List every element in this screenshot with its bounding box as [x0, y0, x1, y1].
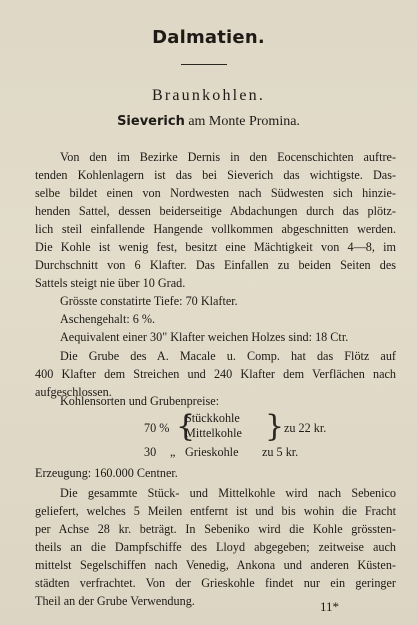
body-line: Sattels steigt nie über 10 Grad.	[35, 276, 186, 290]
page-title: Dalmatien.	[152, 27, 265, 48]
body-line: theils an die Dampfschiffe des Lloyd abgegeben; zeitweise auch	[35, 540, 396, 554]
body-line: selbe bildet einen von Nordwesten nach Südwesten sich hinzie-	[35, 186, 396, 200]
body-line: aufgeschlossen.	[35, 385, 112, 399]
body-line: geliefert, welches 5 Meilen entfernt ist und bis wohin die Fracht	[35, 504, 396, 518]
signature-mark: 11*	[320, 599, 340, 614]
body-line: Aschengehalt: 6 %.	[60, 312, 156, 326]
ditto-mark: „	[170, 445, 176, 459]
body-line: Aequivalent einer 30" Klafter weichen Holzes sind: 18 Ctr.	[60, 330, 349, 344]
body-line: per Achse 28 kr. beträgt. In Sebeniko wird die Kohle grössten-	[35, 522, 396, 536]
body-line: Durchschnitt von 6 Klafter. Das Einfallen zu beiden Seiten des	[35, 258, 396, 272]
body-line: Theil an der Grube Verwendung.	[35, 594, 195, 608]
coal-price: zu 22 kr.	[284, 421, 327, 435]
body-line: tenden Kohlenlagern ist das bei Sieverich das wichtigste. Das-	[35, 168, 396, 182]
body-line: Die gesammte Stück- und Mittelkohle wird nach Sebenico	[60, 486, 396, 500]
locality-place: am Monte Promina.	[188, 114, 300, 129]
locality-name: Sieverich	[117, 114, 185, 129]
body-line: Von den im Bezirke Dernis in den Eocenschichten auftre-	[60, 150, 396, 164]
body-line: 400 Klafter dem Streichen und 240 Klafter dem Verflächen nach	[35, 367, 396, 381]
coal-sort: Grieskohle	[185, 445, 239, 459]
title-rule	[181, 64, 227, 65]
body-line: städten verfrachtet. Von der Grieskohle findet nur ein geringer	[35, 576, 396, 590]
body-line: Die Grube des A. Macale u. Comp. hat das Flötz auf	[60, 349, 396, 363]
section-heading: Braunkohlen.	[151, 87, 266, 104]
body-line: mittelst Segelschiffen nach Venedig, Ankona und anderen Küsten-	[35, 558, 396, 572]
right-brace: }	[265, 409, 285, 444]
body-line: Die Kohle ist wenig fest, besitzt eine Mächtigkeit von 4—8, im	[35, 240, 396, 254]
left-brace: {	[176, 409, 196, 444]
body-line: lich steil einfallende Hangende vollkommen abgeschnitten werden.	[35, 222, 396, 236]
percent-share: 70 %	[144, 421, 170, 435]
body-line: Grösste constatirte Tiefe: 70 Klafter.	[60, 294, 238, 308]
coal-sort: Stückkohle	[185, 411, 240, 425]
percent-share: 30	[144, 445, 157, 459]
coal-price: zu 5 kr.	[262, 445, 299, 459]
locality-heading	[0, 114, 417, 130]
body-line: henden Sattel, dessen beiderseitige Abdachungen durch das plötz-	[35, 204, 396, 218]
coal-sort: Mittelkohle	[185, 426, 242, 440]
body-line: Kohlensorten und Grubenpreise:	[60, 394, 220, 408]
body-line: Erzeugung: 160.000 Centner.	[35, 466, 178, 480]
